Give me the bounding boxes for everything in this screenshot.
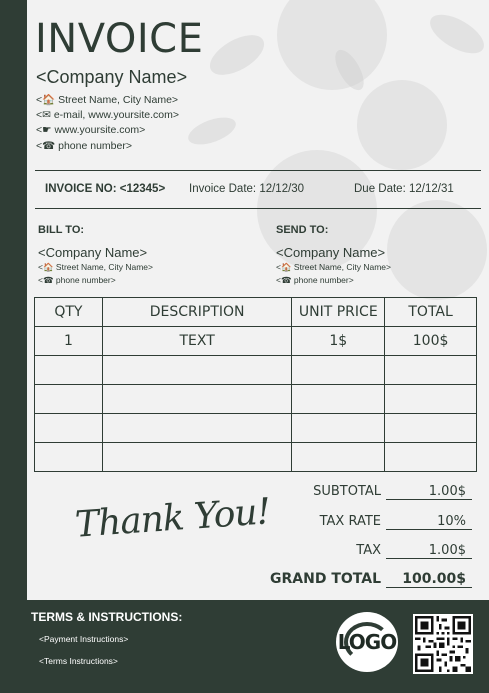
qr-code-icon [413,614,473,674]
cell-description[interactable] [102,385,292,414]
header-description: DESCRIPTION [102,298,292,327]
cell-qty[interactable] [35,414,103,443]
table-header-row [35,298,477,327]
cell-total[interactable] [385,385,477,414]
header-unit-price: UNIT PRICE [292,298,385,327]
send-to-company: <Company Name> [276,245,386,260]
tax-rate-label: TAX RATE [319,514,381,529]
terms-instructions: <Terms Instructions> [39,656,118,666]
table-row [35,414,477,443]
terms-heading: TERMS & INSTRUCTIONS: [31,610,183,624]
invoice-number: INVOICE NO: <12345> [45,183,166,195]
left-accent-bar [0,0,27,600]
table-row [35,327,477,356]
invoice-paper [27,0,489,600]
cell-unit-price[interactable] [292,414,385,443]
subtotal-label: SUBTOTAL [313,484,381,499]
logo-text: LOGO [337,630,397,654]
table-row [35,443,477,472]
cell-description[interactable] [102,443,292,472]
send-to-heading: SEND TO: [276,224,329,236]
bill-to-phone: <☎ phone number> [38,275,116,285]
cell-total[interactable] [385,443,477,472]
bill-to-address: <🏠 Street Name, City Name> [38,262,153,272]
thank-you-text: Thank You! [73,491,272,546]
cell-unit-price[interactable] [292,356,385,385]
header-total: TOTAL [385,298,477,327]
cell-description[interactable]: TEXT [102,327,292,356]
divider-bottom [35,208,481,209]
tax-rate-value[interactable]: 10% [386,514,472,530]
send-to-address: <🏠 Street Name, City Name> [276,262,391,272]
send-to-phone: <☎ phone number> [276,275,354,285]
cell-unit-price[interactable] [292,443,385,472]
cell-qty[interactable] [35,443,103,472]
bill-to-heading: BILL TO: [38,224,85,236]
subtotal-value[interactable]: 1.00$ [386,484,472,500]
cell-qty[interactable]: 1 [35,327,103,356]
cell-qty[interactable] [35,356,103,385]
table-row [35,385,477,414]
bill-to-company: <Company Name> [38,245,148,260]
company-email: <✉ e-mail, www.yoursite.com> [36,109,180,121]
due-date: Due Date: 12/12/31 [354,183,454,195]
tax-value[interactable]: 1.00$ [386,543,472,559]
grand-total-value[interactable]: 100.00$ [386,571,472,588]
table-row [35,356,477,385]
company-address: <🏠 Street Name, City Name> [36,94,179,106]
cell-total[interactable] [385,356,477,385]
tax-label: TAX [356,543,381,558]
items-table [34,297,477,472]
grand-total-label: GRAND TOTAL [270,571,381,587]
payment-instructions: <Payment Instructions> [39,634,129,644]
cell-unit-price[interactable] [292,385,385,414]
company-website: <☛ www.yoursite.com> [36,124,146,136]
cell-qty[interactable] [35,385,103,414]
divider-top [35,170,481,171]
logo-icon [336,612,398,672]
header-qty: QTY [35,298,103,327]
cell-unit-price[interactable]: 1$ [292,327,385,356]
company-phone: <☎ phone number> [36,140,132,152]
invoice-title: INVOICE [35,16,204,62]
cell-total[interactable] [385,414,477,443]
cell-total[interactable]: 100$ [385,327,477,356]
company-name: <Company Name> [36,67,188,87]
cell-description[interactable] [102,414,292,443]
invoice-date: Invoice Date: 12/12/30 [189,183,305,195]
cell-description[interactable] [102,356,292,385]
